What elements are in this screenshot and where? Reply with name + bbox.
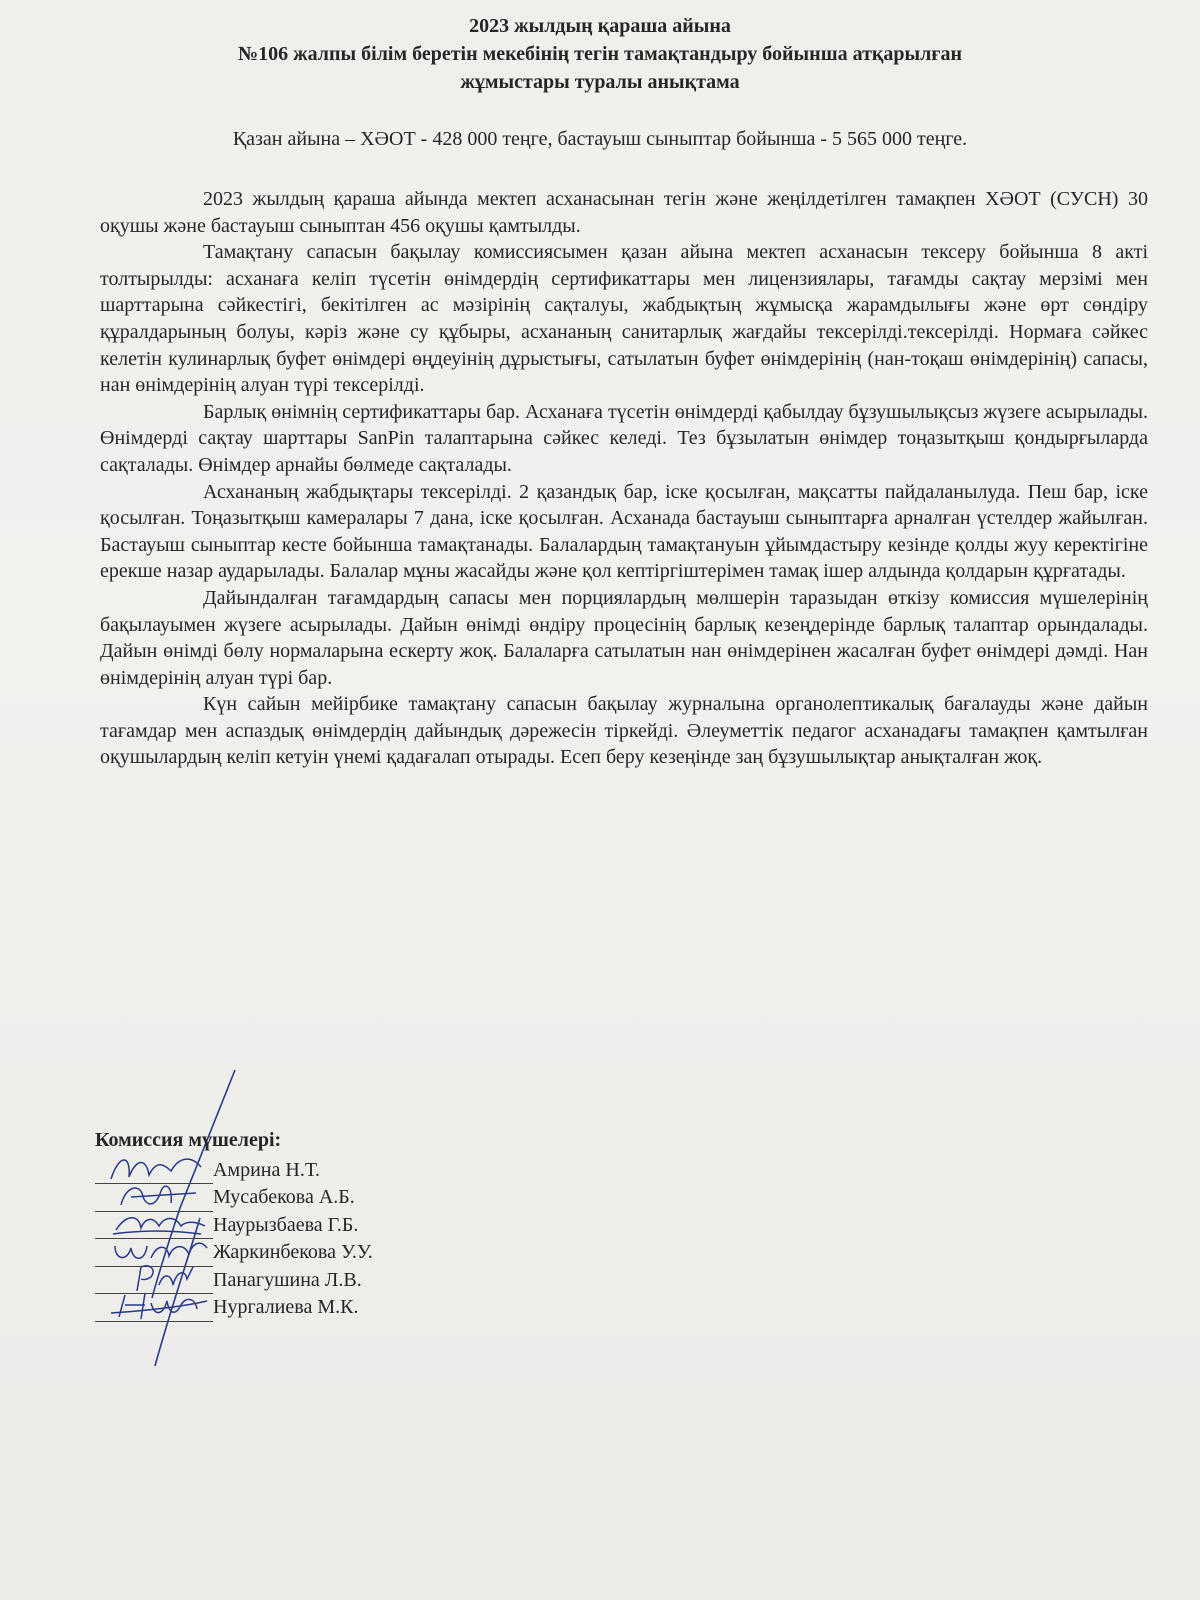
paragraph-daily-control: Күн сайын мейірбике тамақтану сапасын бақылау журналына органолептикалық бағалауды және дайын тағамдар мен аспаздық өнімдердің дайындық дәрежесін тіркейді. Әлеуметтік педагог асханадағы тамақпен қамтылған оқушылардың келіп кетуін үнемі қадағалап отырады. Есеп беру кезеңінде заң бұзушылықтар анықталған жоқ. bbox=[100, 693, 1148, 769]
commission-title: Комиссия мүшелері: bbox=[95, 1129, 282, 1151]
member-name: Амрина Н.Т. bbox=[213, 1158, 321, 1181]
member-row bbox=[95, 1294, 615, 1322]
title-line-1: 2023 жылдың қараша айына bbox=[469, 15, 731, 37]
member-name: Мусабекова А.Б. bbox=[213, 1186, 355, 1208]
member-name: Панагушина Л.В. bbox=[213, 1268, 362, 1291]
signature-mark bbox=[101, 1287, 211, 1325]
funding-summary: Қазан айына – ХӘОТ - 428 000 теңге, бастауыш сыныптар бойынша - 5 565 000 теңге. bbox=[232, 128, 968, 150]
commission-members bbox=[95, 1127, 615, 1322]
paragraph-inspection: Тамақтану сапасын бақылау комиссиясымен қазан айына мектеп асханасын тексеру бойынша 8 акті толтырылды: асханаға келіп түсетін өнімдердің сертификаттары мен лицензиялары, тағамды сақтау мерзімі мен шарттарына сәйкестігі, бекітілген ас мәзірінің сақталуы, жабдықтың жұмысқа жарамдылығы және өрт сөндіру құралдарының болуы, кәріз және су құбыры, асхананың санитарлық жағдайы тексерілді.тексерілді. Нормаға сәйкес келетін кулинарлық буфет өнімдері өңдеуінің дұрыстығы, сатылатын буфет өнімдерінің (нан-тоқаш өнімдерінің) сапасы, нан өнімдерінің алуан түрі тексерілді. bbox=[100, 241, 1148, 397]
document-title bbox=[100, 12, 1100, 96]
title-line-3: жұмыстары туралы анықтама bbox=[460, 71, 740, 93]
member-name: Жаркинбекова У.У. bbox=[213, 1241, 373, 1263]
paragraph-coverage: 2023 жылдың қараша айында мектеп асханасынан тегін және жеңілдетілген тамақпен ХӘОТ (СУСН) 30 оқушы және бастауыш сыныптан 456 оқушы қамтылды. bbox=[100, 188, 1148, 237]
paragraph-quality: Дайындалған тағамдардың сапасы мен порциялардың мөлшерін таразыдан өткізу комиссия мүшелерінің бақылауымен жүзеге асырылады. Дайын өнімді өндіру процесінің барлық кезеңдерінде барлық талаптар орындалады. Дайын өнімді бөлу нормаларына ескерту жоқ. Балаларға сатылатын нан өнімдерінен жасалған буфет өнімдері дәмді. Нан өнімдерінің алуан түрі бар. bbox=[100, 586, 1148, 689]
title-line-2: №106 жалпы білім беретін мекебінің тегін тамақтандыру бойынша атқарылған bbox=[238, 43, 962, 65]
member-name: Наурызбаева Г.Б. bbox=[213, 1213, 359, 1236]
report-body bbox=[100, 186, 1148, 771]
signature-line bbox=[95, 1299, 213, 1322]
paragraph-certificates: Барлық өнімнің сертификаттары бар. Асханаға түсетін өнімдерді қабылдау бұзушылықсыз жүзеге асырылады. Өнімдерді сақтау шарттары SanPin талаптарына сәйкес келеді. Тез бұзылатын өнімдер тоңазытқыш қондырғыларда сақталады. Өнімдер арнайы бөлмеде сақталады. bbox=[100, 400, 1148, 476]
paragraph-equipment: Асхананың жабдықтары тексерілді. 2 қазандық бар, іске қосылған, мақсатты пайдаланылуда. Пеш бар, іске қосылған. Тоңазытқыш камералары 7 дана, іске қосылған. Асханада бастауыш сыныптарға арналған үстелдер жайылған. Бастауыш сыныптар кесте бойынша тамақтанады. Балалардың тамақтануын ұйымдастыру кезінде қолды жуу керектігіне ерекше назар аударылады. Балалар мұны жасайды және қол кептіргіштерімен тамақ ішер алдында қолдарын құрғатады. bbox=[100, 480, 1148, 583]
member-name: Нургалиева М.К. bbox=[213, 1296, 359, 1318]
